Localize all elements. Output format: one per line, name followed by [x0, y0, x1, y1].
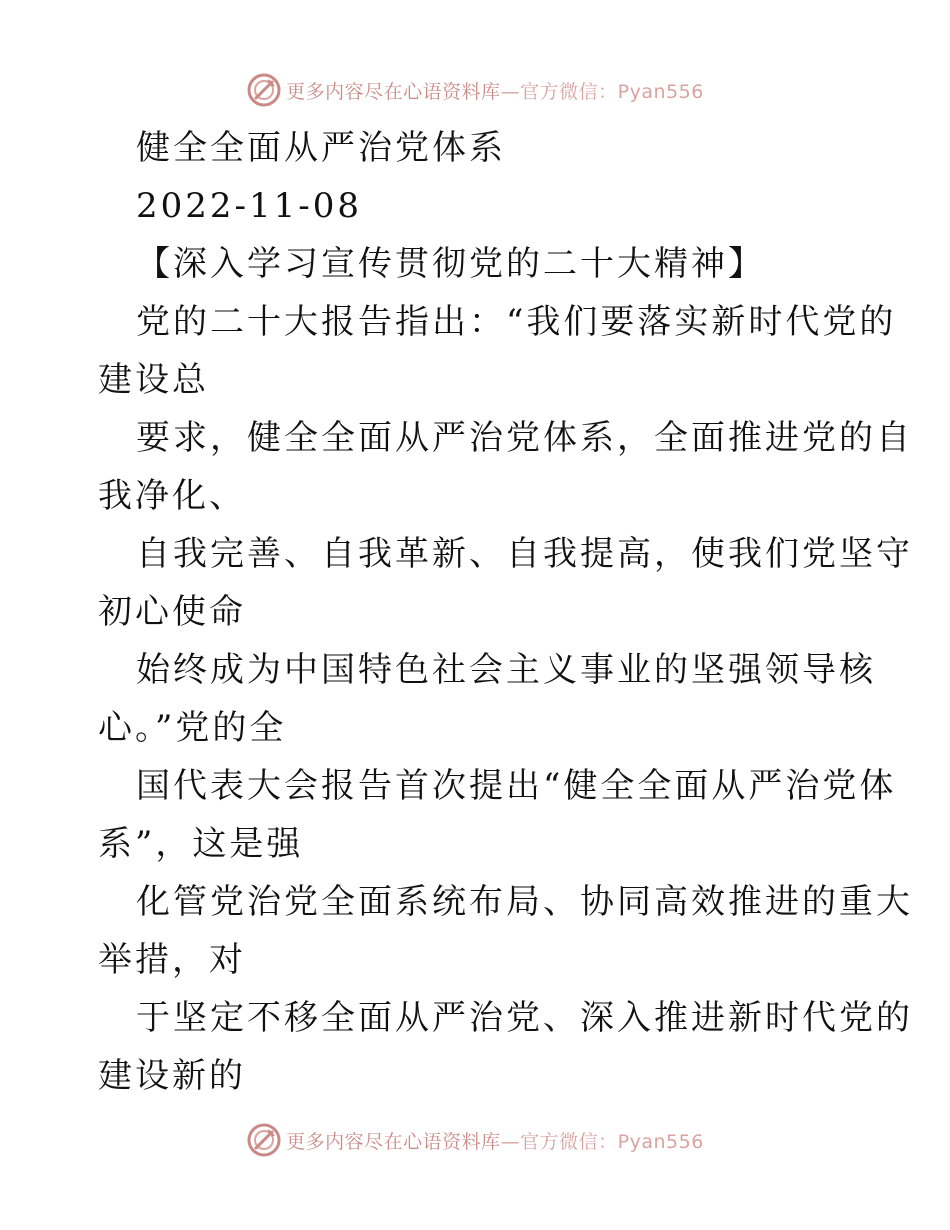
- header-watermark-banner: [0, 70, 950, 110]
- footer-watermark-banner: [0, 1120, 950, 1160]
- paragraph-line: 初心使命: [98, 592, 246, 632]
- paragraph-line: 要求，健全全面从严治党体系，全面推进党的自: [136, 418, 913, 458]
- watermark-text: 更多内容尽在心语资料库—官方微信：Pyan556: [286, 1130, 704, 1153]
- paragraph-line: 建设新的: [98, 1056, 246, 1096]
- column-heading: 【深入学习宣传贯彻党的二十大精神】: [136, 244, 765, 284]
- paragraph-line: 于坚定不移全面从严治党、深入推进新时代党的: [136, 998, 913, 1038]
- seal-logo-icon: [246, 72, 282, 108]
- paragraph-line: 系”，这是强: [98, 824, 304, 864]
- seal-logo-icon: [246, 1122, 282, 1158]
- paragraph-line: 化管党治党全面系统布局、协同高效推进的重大: [136, 882, 913, 922]
- paragraph-line: 始终成为中国特色社会主义事业的坚强领导核: [136, 650, 876, 690]
- paragraph-line: 举措，对: [98, 940, 246, 980]
- document-title: 健全全面从严治党体系: [136, 128, 506, 168]
- paragraph-line: 国代表大会报告首次提出“健全全面从严治党体: [136, 766, 897, 806]
- paragraph-line: 我净化、: [98, 476, 246, 516]
- paragraph-line: 心。”党的全: [98, 708, 287, 748]
- paragraph-line: 自我完善、自我革新、自我提高，使我们党坚守: [136, 534, 913, 574]
- paragraph-line: 建设总: [98, 360, 209, 400]
- watermark-text: 更多内容尽在心语资料库—官方微信：Pyan556: [286, 80, 704, 103]
- document-date: 2022-11-08: [136, 186, 363, 226]
- paragraph-line: 党的二十大报告指出：“我们要落实新时代党的: [136, 302, 897, 342]
